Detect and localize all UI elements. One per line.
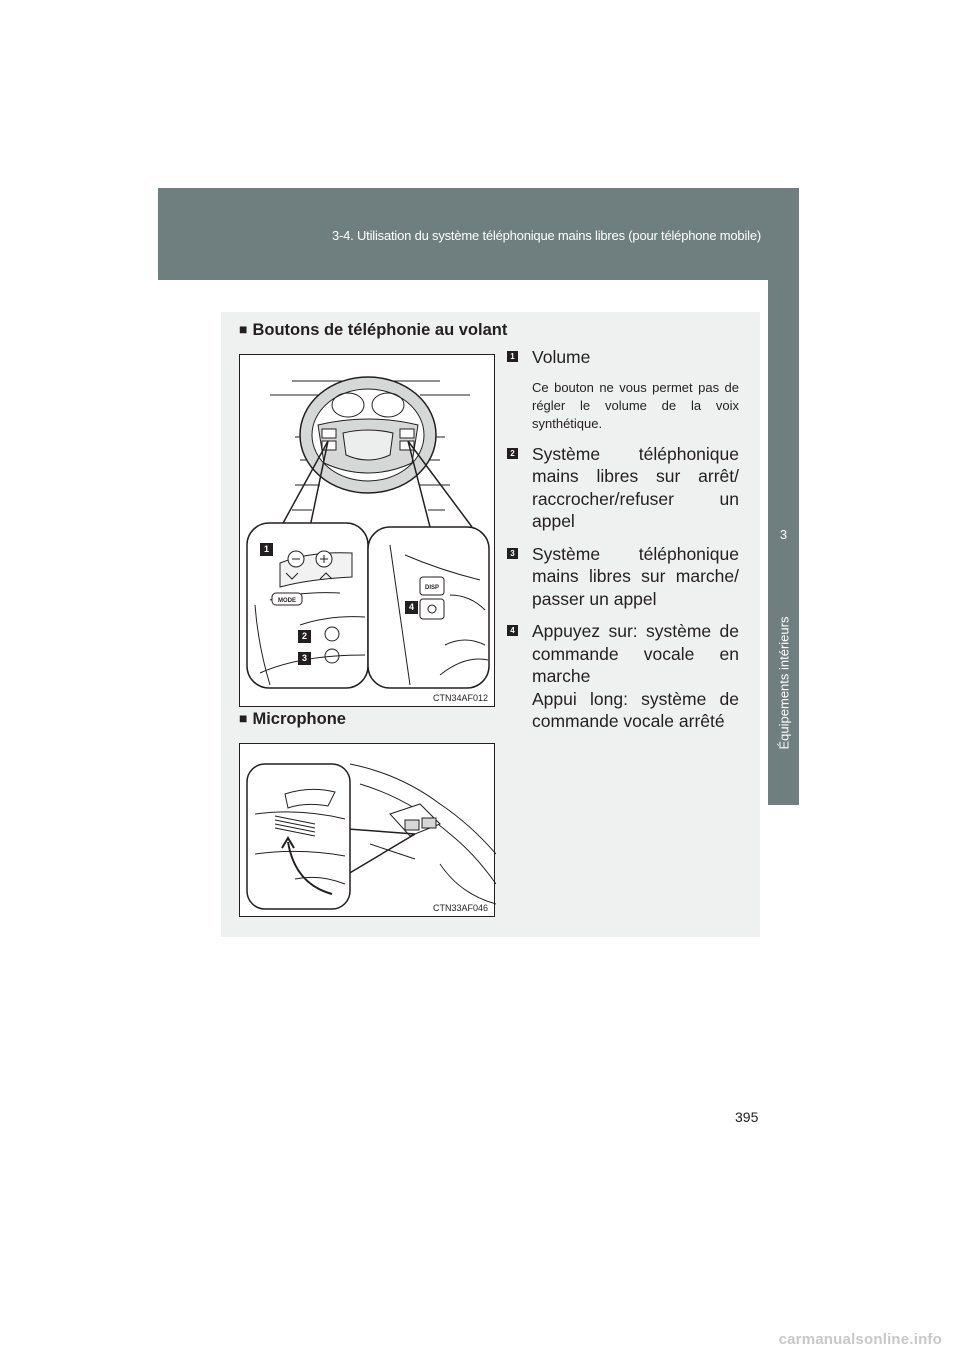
callout-4: 4 — [405, 601, 418, 614]
section-heading-text: Boutons de téléphonie au volant — [252, 321, 508, 339]
item-title: Appuyez sur: système de commande vocale en marche — [532, 621, 739, 686]
steering-wheel-illustration — [240, 355, 496, 708]
number-badge: 2 — [507, 448, 518, 459]
item-title: Système téléphonique mains libres sur arrêt/ raccrocher/refuser un appel — [532, 443, 739, 531]
chapter-label-wrap — [768, 560, 799, 805]
item-extra: Appui long: système de commande vocale arrêté — [532, 688, 739, 731]
square-bullet-icon: ■ — [239, 710, 248, 726]
figure-code: CTN33AF046 — [432, 903, 488, 913]
microphone-figure — [239, 743, 495, 917]
list-item — [507, 620, 739, 733]
chapter-number: 3 — [779, 527, 788, 542]
chapter-side-tab — [768, 280, 799, 805]
disp-button-label: DISP — [424, 585, 440, 591]
square-bullet-icon: ■ — [239, 321, 248, 337]
microphone-illustration — [240, 744, 496, 918]
numbered-items-list — [507, 346, 739, 743]
item-note: Ce bouton ne vous permet pas de régler le volume de la voix synthétique. — [532, 379, 739, 431]
number-badge: 3 — [507, 548, 518, 559]
number-badge: 4 — [507, 625, 518, 636]
list-item — [507, 346, 739, 433]
list-item — [507, 543, 739, 611]
item-title: Volume — [532, 347, 591, 367]
section-heading-steering-buttons — [239, 321, 507, 340]
mode-button-label: MODE — [278, 598, 296, 604]
callout-3: 3 — [298, 652, 311, 665]
section-heading-text: Microphone — [252, 710, 346, 728]
page-number: 395 — [735, 1109, 759, 1125]
figure-code: CTN34AF012 — [432, 693, 488, 703]
chapter-label: Équipements intérieurs — [776, 616, 791, 749]
chapter-header-bar — [158, 188, 799, 280]
number-badge: 1 — [507, 351, 518, 362]
item-title: Système téléphonique mains libres sur marche/ passer un appel — [532, 543, 739, 609]
section-heading-microphone — [239, 710, 346, 729]
watermark: carmanualsonline.info — [778, 1331, 942, 1348]
callout-1: 1 — [260, 543, 273, 556]
chapter-header-title: 3-4. Utilisation du système téléphonique mains libres (pour téléphone mobile) — [331, 228, 761, 243]
list-item — [507, 443, 739, 533]
steering-wheel-figure — [239, 354, 495, 707]
callout-2: 2 — [298, 630, 311, 643]
